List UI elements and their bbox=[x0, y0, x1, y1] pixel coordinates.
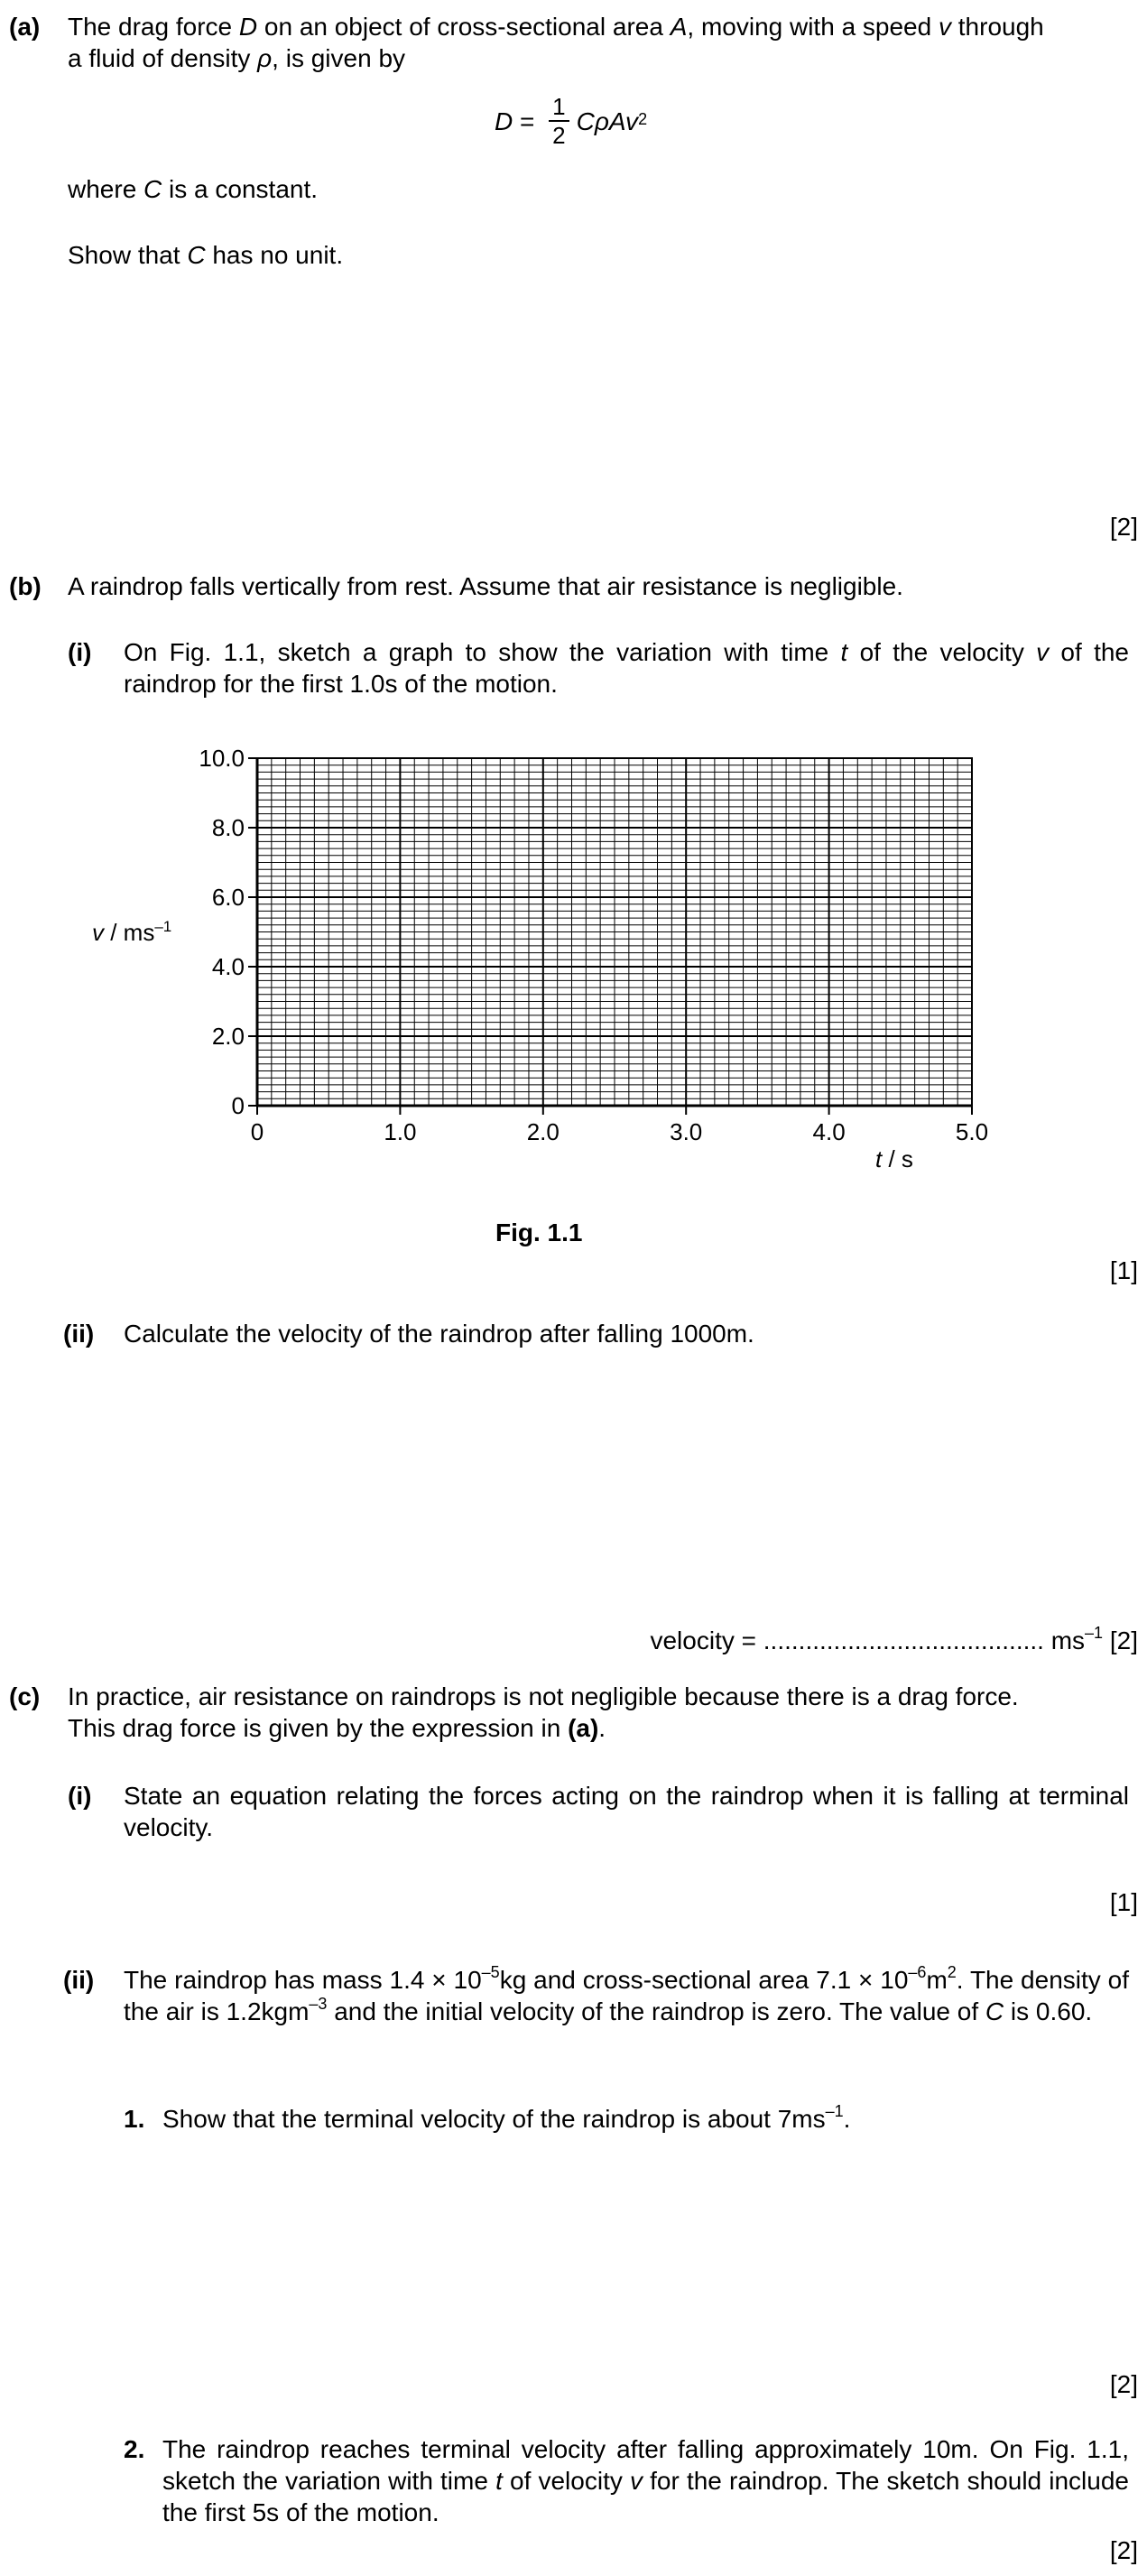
part-c-ii-1-label: 1. bbox=[124, 2105, 145, 2133]
part-b-i-marks: [1] bbox=[1109, 1256, 1138, 1284]
part-a-label: (a) bbox=[9, 13, 41, 41]
part-c-ii-1-text: Show that the terminal velocity of the raindrop is about $7ms^{-1}$. bbox=[162, 2101, 851, 2133]
part-c-ii-label: (ii) bbox=[63, 1966, 95, 1994]
part-a-task: Show that C has no unit. bbox=[68, 241, 344, 269]
drag-equation: D = $\frac{1}{2}$ CρAv $^2$ bbox=[495, 93, 648, 149]
x-tick-label: 4.0 bbox=[812, 1118, 846, 1145]
part-c-ii-text: The raindrop has mass $1.4 \times 10^{-5}kg$ and cross-sectional area $7.1 \times 10^{-6}m^2$. The density of the air is 1.2kgm$^{-3}$ and the initial velocity of the raindrop is zero. The value of C is 0.60. bbox=[124, 1962, 1129, 2025]
x-tick-label: 3.0 bbox=[670, 1118, 703, 1145]
x-axis-label: t / s bbox=[875, 1145, 913, 1172]
y-tick-label: 0 bbox=[231, 1092, 245, 1119]
part-c-ii-2-text: The raindrop reaches terminal velocity after falling approximately 10m. On Fig. 1.1, sketch the variation with time t of velocity v for the raindrop. The sketch should include the first 5s of the motion. bbox=[162, 2435, 1129, 2526]
part-a-marks: [2] bbox=[1109, 513, 1138, 541]
y-tick-label: 6.0 bbox=[211, 884, 245, 911]
part-b-label: (b) bbox=[9, 572, 42, 600]
equation-fraction: $\frac{1}{2}$ bbox=[549, 93, 569, 149]
part-a-intro: The drag force D on an object of cross-sectional area A, moving with a speed v through a fluid of density ρ, is given by bbox=[68, 13, 1044, 72]
part-a-where: where C is a constant. bbox=[68, 175, 319, 203]
x-tick-label: 5.0 bbox=[955, 1118, 989, 1145]
answer-dots[interactable]: ........................................ bbox=[763, 1626, 1044, 1654]
part-b-intro: A raindrop falls vertically from rest. Assume that air resistance is negligible. bbox=[68, 572, 903, 600]
x-tick-label: 0 bbox=[250, 1118, 264, 1145]
part-b-i-text: On Fig. 1.1, sketch a graph to show the variation with time t of the velocity v of the raindrop for the first 1.0s of the motion. bbox=[124, 638, 1130, 698]
y-axis-label: v / $ms^{-1}$ bbox=[92, 918, 172, 946]
part-b-ii-text: Calculate the velocity of the raindrop after falling 1000m. bbox=[124, 1320, 754, 1348]
part-c-ii-1-marks: [2] bbox=[1109, 2370, 1138, 2398]
y-tick-label: 8.0 bbox=[211, 814, 245, 841]
y-tick-label: 10.0 bbox=[199, 745, 245, 772]
part-c-label: (c) bbox=[9, 1682, 41, 1710]
part-b-i-label: (i) bbox=[68, 638, 92, 666]
part-b-ii-label: (ii) bbox=[63, 1320, 95, 1348]
x-tick-label: 1.0 bbox=[384, 1118, 417, 1145]
part-c-ii-2-label: 2. bbox=[124, 2435, 145, 2463]
figure-caption: Fig. 1.1 bbox=[495, 1219, 583, 1246]
part-c-i-marks: [1] bbox=[1109, 1888, 1138, 1916]
part-c-i-label: (i) bbox=[68, 1782, 92, 1810]
part-c-i-text: State an equation relating the forces acting on the raindrop when it is falling at terminal velocity. bbox=[124, 1782, 1129, 1841]
part-c-intro: In practice, air resistance on raindrops is not negligible because there is a drag force. This drag force is given by the expression in (a). bbox=[68, 1682, 1019, 1742]
part-b-ii-answer-line: velocity = ........................................ $ms^{-1}$ [2] bbox=[650, 1623, 1138, 1654]
y-tick-label: 2.0 bbox=[211, 1023, 245, 1050]
y-tick-label: 4.0 bbox=[211, 953, 245, 980]
part-c-ii-2-marks: [2] bbox=[1109, 2536, 1138, 2564]
x-tick-label: 2.0 bbox=[526, 1118, 560, 1145]
fig-1-1-graph bbox=[81, 736, 989, 1172]
